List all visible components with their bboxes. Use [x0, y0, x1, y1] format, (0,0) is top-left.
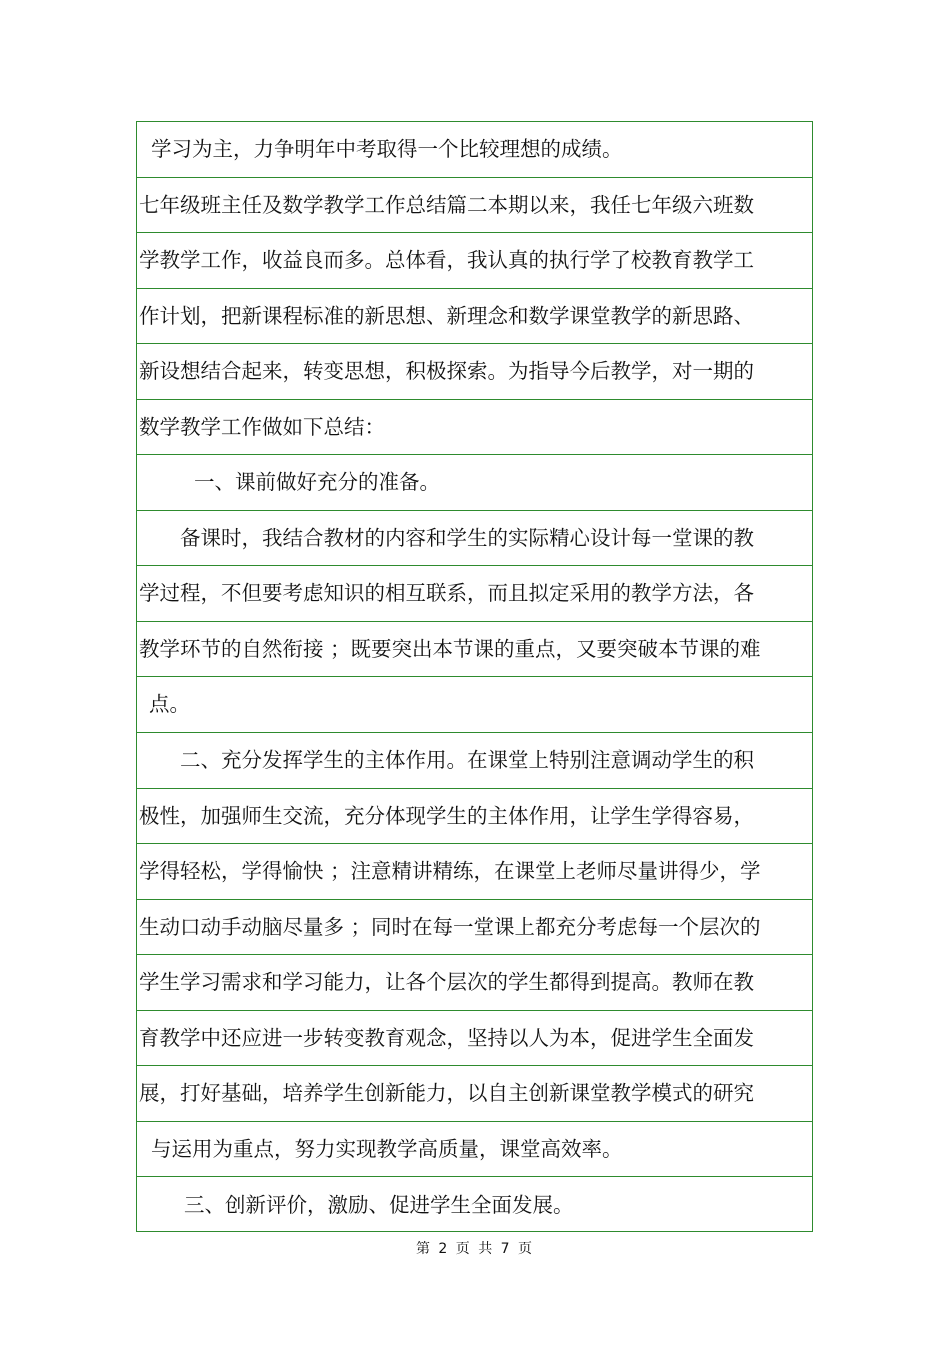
text-line	[137, 622, 812, 678]
text-line-content: 作计划，把新课程标准的新思想、新理念和数学课堂教学的新思路、	[139, 303, 754, 328]
text-line	[137, 233, 812, 289]
text-line-content: 七年级班主任及数学教学工作总结篇二本期以来，我任七年级六班数	[139, 192, 754, 217]
text-line-content: 学过程，不但要考虑知识的相互联系，而且拟定采用的教学方法，各	[139, 581, 754, 606]
lined-text-area	[136, 121, 813, 1232]
text-line	[137, 178, 812, 234]
text-line	[137, 789, 812, 845]
text-line-content: 教学环节的自然衔接 ；既要突出本节课的重点，又要突破本节课的难	[139, 636, 761, 661]
text-line-content: 三、创新评价，激励、促进学生全面发展。	[184, 1192, 574, 1217]
text-line-content: 一、课前做好充分的准备。	[194, 470, 440, 495]
text-line	[137, 1177, 812, 1233]
text-line-content: 与运用为重点，努力实现教学高质量，课堂高效率。	[151, 1136, 623, 1161]
text-line-content: 点。	[149, 692, 190, 717]
text-line	[137, 400, 812, 456]
text-line	[137, 455, 812, 511]
text-line-content: 学得轻松，学得愉快 ；注意精讲精练，在课堂上老师尽量讲得少，学	[139, 859, 761, 884]
text-line	[137, 289, 812, 345]
text-line-content: 学习为主，力争明年中考取得一个比较理想的成绩。	[151, 137, 623, 162]
text-line-content: 学生学习需求和学习能力，让各个层次的学生都得到提高。教师在教	[139, 970, 754, 995]
text-line	[137, 1122, 812, 1178]
text-line-content: 二、充分发挥学生的主体作用。在课堂上特别注意调动学生的积	[180, 748, 754, 773]
page-number-footer: 第 2 页 共 7 页	[415, 1241, 535, 1257]
text-line	[137, 122, 812, 178]
text-line-content: 备课时，我结合教材的内容和学生的实际精心设计每一堂课的教	[180, 525, 754, 550]
text-line	[137, 733, 812, 789]
text-line-content: 新设想结合起来，转变思想，积极探索。为指导今后教学，对一期的	[139, 359, 754, 384]
text-line	[137, 955, 812, 1011]
text-line-content: 育教学中还应进一步转变教育观念，坚持以人为本，促进学生全面发	[139, 1025, 754, 1050]
text-line	[137, 677, 812, 733]
text-line-content: 展，打好基础，培养学生创新能力，以自主创新课堂教学模式的研究	[139, 1081, 754, 1106]
text-line	[137, 844, 812, 900]
text-line	[137, 566, 812, 622]
text-line-content: 学教学工作，收益良而多。总体看，我认真的执行学了校教育教学工	[139, 248, 754, 273]
text-line-content: 数学教学工作做如下总结：	[139, 414, 385, 439]
text-line-content: 生动口动手动脑尽量多 ；同时在每一堂课上都充分考虑每一个层次的	[139, 914, 761, 939]
text-line	[137, 511, 812, 567]
text-line-content: 极性，加强师生交流，充分体现学生的主体作用，让学生学得容易，	[139, 803, 754, 828]
text-line	[137, 900, 812, 956]
text-line	[137, 1066, 812, 1122]
text-line	[137, 344, 812, 400]
text-line	[137, 1011, 812, 1067]
